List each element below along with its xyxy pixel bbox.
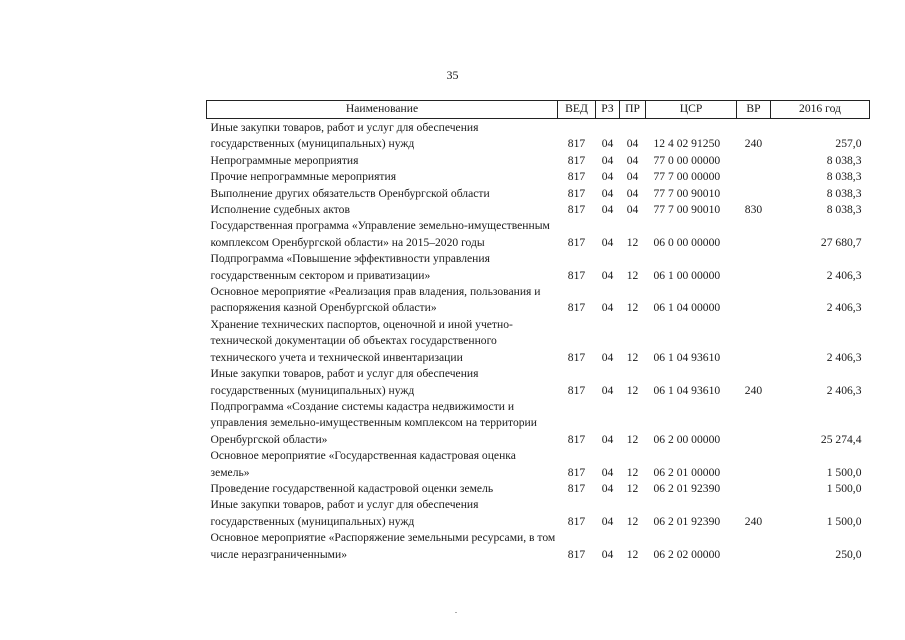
cell-amount: 2 406,3 [826,383,862,397]
cell-vr: 240 [744,514,763,528]
cell-csr: 12 4 02 91250 [653,137,721,151]
table-row [207,218,870,251]
cell-csr: 06 1 04 93610 [653,383,721,397]
cell-amount: 257,0 [835,137,862,151]
table-row [207,186,870,202]
cell-vr [737,186,771,202]
cell-name: Государственная программа «Управление земельно-имущественным комплексом Оренбургской области» на 2015–2020 годы [210,219,550,249]
cell-rz: 04 [601,153,614,167]
header-year: 2016 год [771,101,870,119]
cell-name: Прочие непрограммные мероприятия [210,170,397,184]
header-ved: ВЕД [558,101,596,119]
cell-name: Хранение технических паспортов, оценочной и иной учетно-технической документации об объектах государственного технического учета и технической инвентаризации [210,317,513,364]
cell-rz: 04 [601,137,614,151]
cell-csr: 77 7 00 90010 [653,186,721,200]
cell-csr: 06 0 00 00000 [653,235,721,249]
cell-rz: 04 [601,235,614,249]
cell-rz: 04 [601,301,614,315]
cell-vr: 830 [744,203,763,217]
cell-amount: 250,0 [835,547,862,561]
table-row [207,202,870,218]
table-row [207,481,870,497]
cell-rz: 04 [601,203,614,217]
cell-csr: 06 1 04 00000 [653,301,721,315]
cell-ved: 817 [567,547,586,561]
cell-csr: 77 7 00 00000 [653,170,721,184]
cell-ved: 817 [567,235,586,249]
cell-ved: 817 [567,203,586,217]
cell-vr [737,251,771,284]
cell-ved: 817 [567,350,586,364]
cell-csr: 06 2 00 00000 [653,432,721,446]
table-row [207,497,870,530]
cell-ved: 817 [567,137,586,151]
table-row [207,153,870,169]
cell-ved: 817 [567,465,586,479]
cell-pr: 04 [626,170,639,184]
cell-pr: 12 [626,301,639,315]
cell-csr: 06 1 04 93610 [653,350,721,364]
cell-pr: 12 [626,465,639,479]
cell-vr [737,448,771,481]
page-number: 35 [446,68,459,82]
cell-amount: 8 038,3 [826,203,862,217]
cell-rz: 04 [601,383,614,397]
cell-name: Иные закупки товаров, работ и услуг для обеспечения государственных (муниципальных) нужд [210,367,479,397]
cell-name: Основное мероприятие «Распоряжение земельными ресурсами, в том числе неразграниченными» [210,531,556,561]
table-row [207,169,870,185]
table-row [207,448,870,481]
cell-vr [737,399,771,448]
cell-ved: 817 [567,432,586,446]
budget-table [206,100,870,563]
cell-name: Проведение государственной кадастровой оценки земель [210,481,494,495]
cell-rz: 04 [601,481,614,495]
cell-name: Подпрограмма «Создание системы кадастра недвижимости и управления земельно-имущественным комплексом на территории Оренбургской области» [210,399,537,446]
cell-vr [737,317,771,366]
cell-amount: 8 038,3 [826,170,862,184]
cell-amount: 27 680,7 [820,235,862,249]
cell-ved: 817 [567,268,586,282]
cell-pr: 12 [626,235,639,249]
cell-rz: 04 [601,514,614,528]
cell-name: Непрограммные мероприятия [210,153,359,167]
cell-pr: 04 [626,153,639,167]
cell-pr: 12 [626,432,639,446]
cell-amount: 2 406,3 [826,268,862,282]
cell-pr: 12 [626,514,639,528]
cell-pr: 04 [626,186,639,200]
cell-csr: 06 2 02 00000 [653,547,721,561]
cell-amount: 8 038,3 [826,153,862,167]
cell-amount: 1 500,0 [826,465,862,479]
cell-rz: 04 [601,350,614,364]
cell-name: Выполнение других обязательств Оренбургской области [210,186,490,200]
cell-name: Основное мероприятие «Государственная кадастровая оценка земель» [210,449,516,479]
cell-name: Подпрограмма «Повышение эффективности управления государственным сектором и приватизации» [210,252,490,282]
cell-pr: 12 [626,547,639,561]
cell-vr [737,284,771,317]
cell-amount: 2 406,3 [826,350,862,364]
table-row [207,251,870,284]
cell-rz: 04 [601,170,614,184]
cell-ved: 817 [567,301,586,315]
cell-amount: 1 500,0 [826,514,862,528]
scan-mark [455,612,457,613]
cell-csr: 06 2 01 92390 [653,514,721,528]
cell-vr [737,481,771,497]
cell-name: Основное мероприятие «Реализация прав владения, пользования и распоряжения казной Оренбургской области» [210,285,541,315]
cell-pr: 04 [626,137,639,151]
header-csr: ЦСР [646,101,737,119]
cell-rz: 04 [601,547,614,561]
cell-pr: 12 [626,383,639,397]
table-row [207,399,870,448]
cell-amount: 25 274,4 [820,432,862,446]
cell-ved: 817 [567,481,586,495]
cell-csr: 06 1 00 00000 [653,268,721,282]
header-pr: ПР [620,101,646,119]
cell-csr: 77 7 00 90010 [653,203,721,217]
table-row [207,119,870,153]
cell-rz: 04 [601,268,614,282]
cell-csr: 77 0 00 00000 [653,153,721,167]
cell-rz: 04 [601,432,614,446]
cell-vr: 240 [744,383,763,397]
table-body [207,119,870,563]
cell-name: Исполнение судебных актов [210,203,350,217]
header-name: Наименование [207,101,558,119]
cell-vr [737,530,771,563]
cell-vr [737,153,771,169]
cell-vr [737,169,771,185]
cell-pr: 12 [626,481,639,495]
cell-ved: 817 [567,383,586,397]
table-header-row [207,101,870,119]
header-vr: ВР [737,101,771,119]
cell-amount: 2 406,3 [826,301,862,315]
cell-ved: 817 [567,514,586,528]
cell-pr: 04 [626,203,639,217]
cell-amount: 8 038,3 [826,186,862,200]
cell-ved: 817 [567,153,586,167]
table-row [207,317,870,366]
cell-name: Иные закупки товаров, работ и услуг для обеспечения государственных (муниципальных) нужд [210,498,479,528]
table-row [207,284,870,317]
cell-ved: 817 [567,186,586,200]
header-rz: РЗ [596,101,620,119]
cell-ved: 817 [567,170,586,184]
cell-rz: 04 [601,186,614,200]
cell-pr: 12 [626,350,639,364]
cell-csr: 06 2 01 00000 [653,465,721,479]
cell-csr: 06 2 01 92390 [653,481,721,495]
table-row [207,366,870,399]
cell-amount: 1 500,0 [826,481,862,495]
cell-vr: 240 [744,137,763,151]
cell-vr [737,218,771,251]
cell-pr: 12 [626,268,639,282]
cell-name: Иные закупки товаров, работ и услуг для обеспечения государственных (муниципальных) нужд [210,121,479,151]
table-row [207,530,870,563]
cell-rz: 04 [601,465,614,479]
